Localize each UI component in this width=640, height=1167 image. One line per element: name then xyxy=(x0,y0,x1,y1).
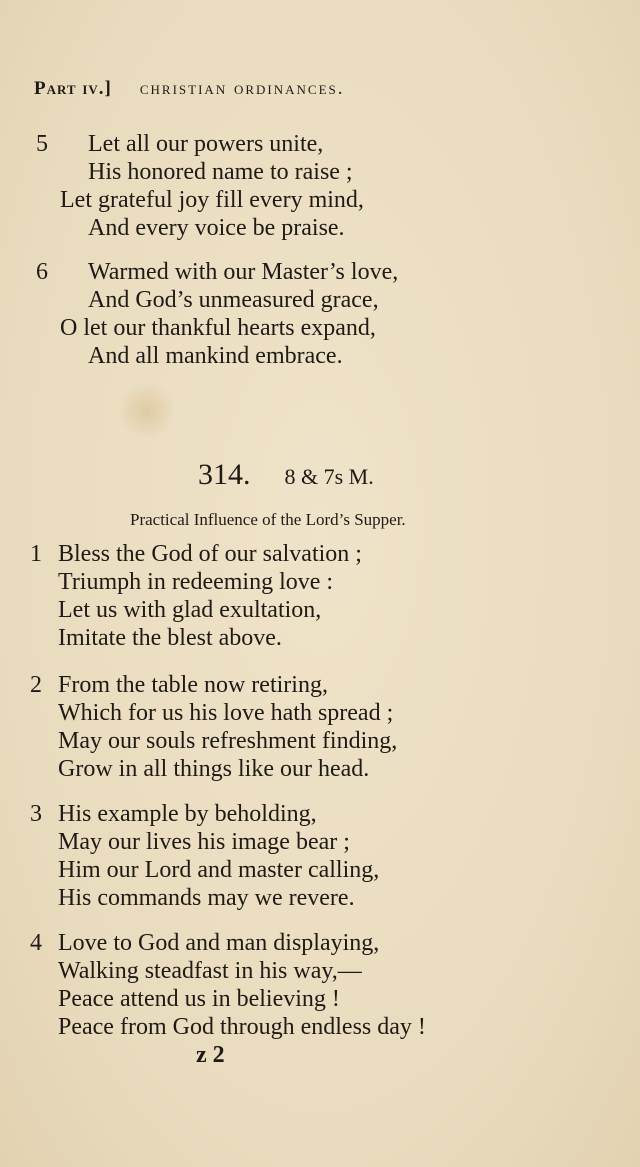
verse-line: Imitate the blest above. xyxy=(58,625,282,651)
verse-line: Let all our powers unite, xyxy=(88,131,324,157)
verse-line: Grow in all things like our head. xyxy=(58,756,370,782)
verse-line: And every voice be praise. xyxy=(88,215,345,241)
part-label: Part iv.] xyxy=(34,78,112,99)
verse-number: 4 xyxy=(30,930,42,956)
verse-line: Warmed with our Master’s love, xyxy=(88,259,399,285)
hymn-verse-1 xyxy=(30,540,362,652)
hymn-verse-3 xyxy=(30,800,380,912)
verse-line: Peace from God through endless day ! xyxy=(58,1014,426,1040)
verse-line: His honored name to raise ; xyxy=(88,159,353,185)
verse-line: His commands may we revere. xyxy=(58,885,355,911)
verse-number: 2 xyxy=(30,672,42,698)
paper-stain xyxy=(118,382,176,440)
verse-line: Him our Lord and master calling, xyxy=(58,857,380,883)
verse-line: May our souls refreshment finding, xyxy=(58,728,398,754)
verse-line: Love to God and man displaying, xyxy=(58,930,380,956)
verse-line: And all mankind embrace. xyxy=(88,343,343,369)
verse-number: 6 xyxy=(36,259,48,285)
verse-line: Bless the God of our salvation ; xyxy=(58,541,362,567)
hymn-verse-2 xyxy=(30,671,398,783)
hymn-meter: 8 & 7s M. xyxy=(284,464,374,489)
verse-line: O let our thankful hearts expand, xyxy=(60,315,376,341)
hymn-subtitle: Practical Influence of the Lord’s Supper. xyxy=(130,510,406,529)
verse-line: And God’s unmeasured grace, xyxy=(88,287,379,313)
verse-line: Walking steadfast in his way,— xyxy=(58,958,362,984)
verse-line: May our lives his image bear ; xyxy=(58,829,350,855)
running-header xyxy=(34,78,590,100)
verse-line: Peace attend us in believing ! xyxy=(58,986,340,1012)
verse-number: 5 xyxy=(36,131,48,157)
verse-6 xyxy=(36,258,399,370)
verse-line: From the table now retiring, xyxy=(58,672,328,698)
section-title: christian ordinances. xyxy=(139,78,345,99)
verse-line: His example by beholding, xyxy=(58,801,317,827)
hymn-number: 314. xyxy=(198,458,251,491)
verse-line: Let grateful joy fill every mind, xyxy=(60,187,364,213)
verse-line: Which for us his love hath spread ; xyxy=(58,700,394,726)
verse-5 xyxy=(36,130,364,242)
verse-line: Let us with glad exultation, xyxy=(58,597,322,623)
hymn-verse-4 xyxy=(30,929,426,1041)
hymn-heading xyxy=(198,458,374,492)
verse-line: Triumph in redeeming love : xyxy=(58,569,334,595)
verse-number: 3 xyxy=(30,801,42,827)
verse-number: 1 xyxy=(30,541,42,567)
signature-mark: z 2 xyxy=(196,1042,225,1068)
